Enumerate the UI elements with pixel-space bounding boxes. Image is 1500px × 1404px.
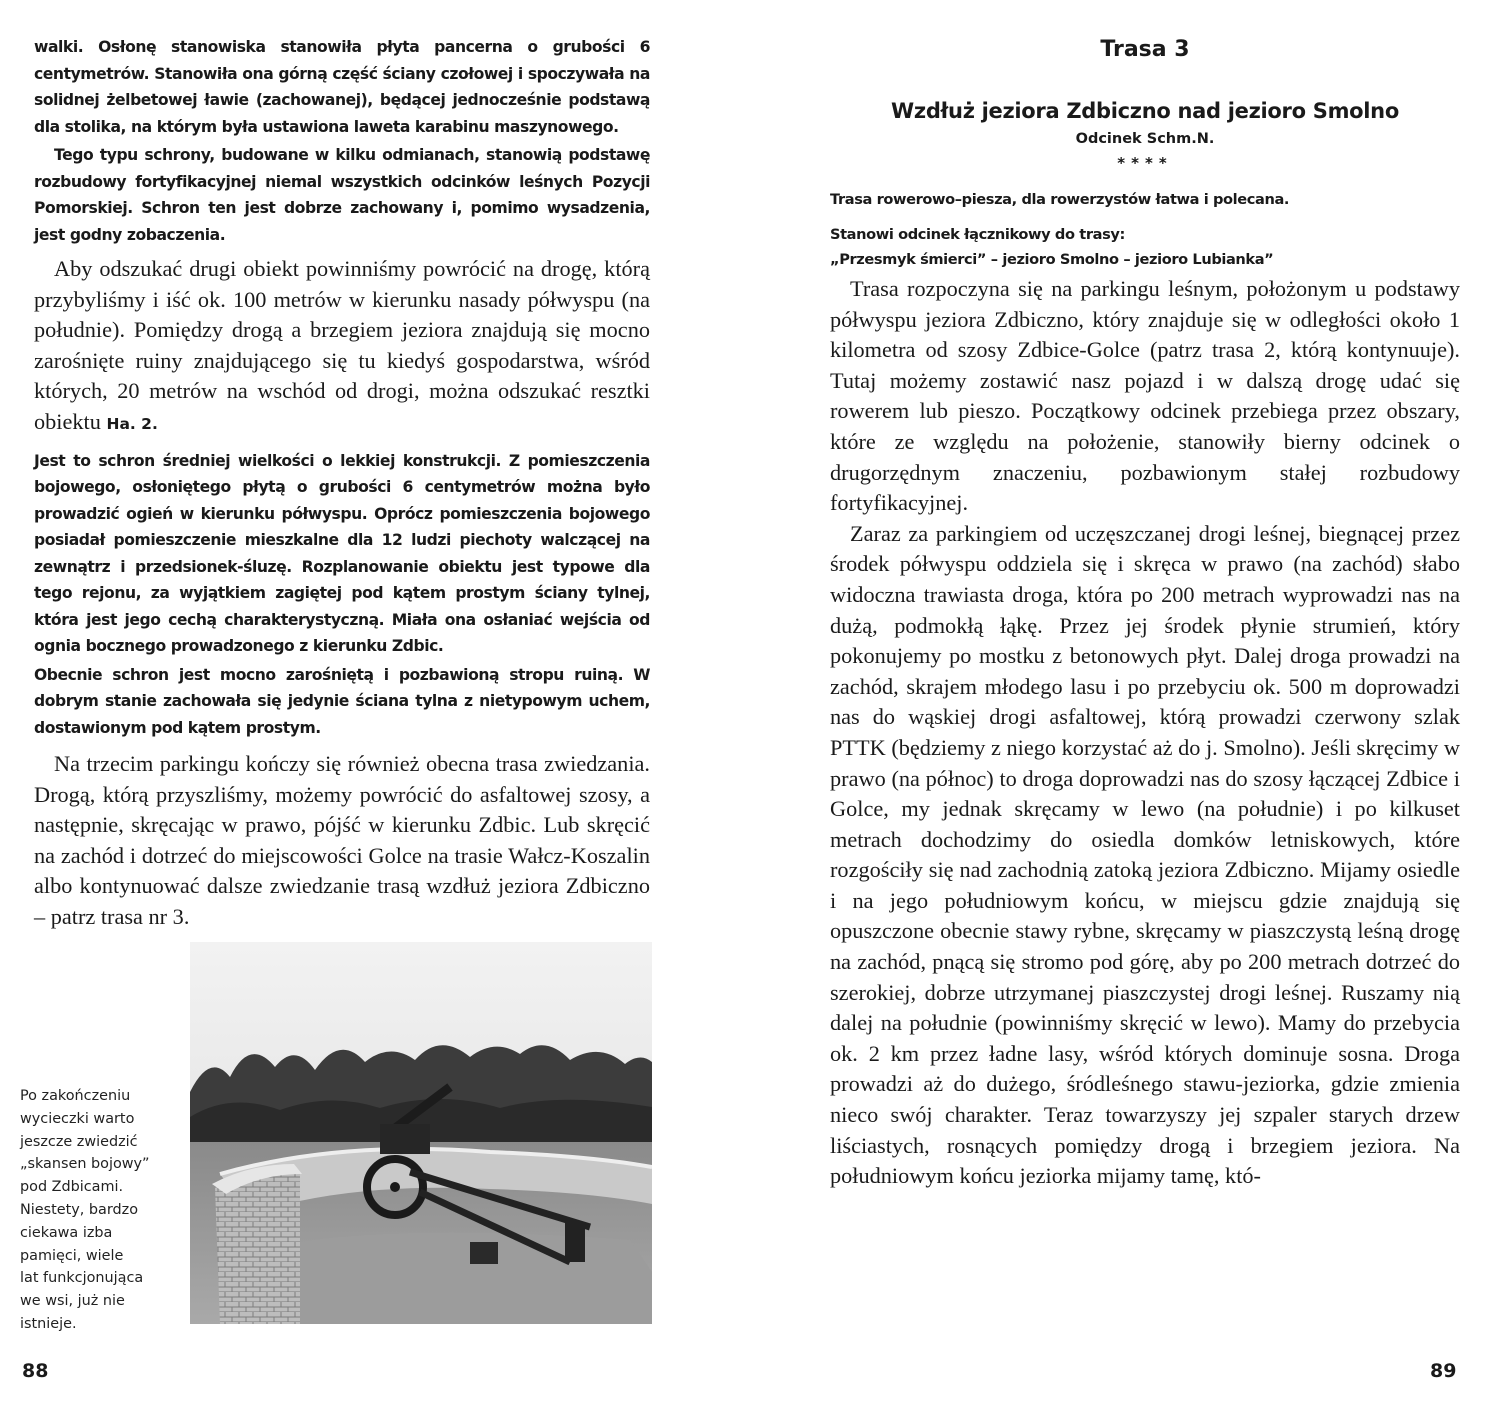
photo-caption <box>20 1085 180 1336</box>
caption-line: Niestety, bardzo <box>20 1201 139 1218</box>
caption-line: lat funkcjonująca <box>20 1270 144 1287</box>
page-number-left: 88 <box>22 1360 49 1382</box>
caption-line: pod Zdbicami. <box>20 1179 124 1196</box>
paragraph-bunker-armor: walki. Osłonę stanowiska stanowiła płyta pancerna o grubości 6 centymetrów. Stanowiła ona górną część ściany czołowej i spoczywała na solidnej żelbetowej ławie (zachowanej), będącej jednocześnie podstawą dla stolika, na którym była ustawiona laweta karabinu maszynowego. <box>34 38 650 136</box>
route-connection-line: Stanowi odcinek łącznikowy do trasy: <box>830 226 1125 243</box>
route-description: Trasa rowerowo–piesza, dla rowerzystów łatwa i polecana. <box>830 191 1290 208</box>
paragraph-second-object-text: Aby odszukać drugi obiekt powinniśmy powrócić na drogę, którą przybyliśmy i iść ok. 100 metrów w kierunku nasady półwyspu (na południe). Pomiędzy drogą a brzegiem jeziora znajdują się mocno zarośnięte ruiny znajdującego się tu kiedyś gospodarstwa, wśród których, 20 metrów na wschód od drogi, można odszukać resztki obiektu <box>34 256 650 434</box>
caption-line: „skansen bojowy” <box>20 1156 150 1173</box>
route-rating-stars: **** <box>1117 154 1173 172</box>
artillery-photo <box>190 942 652 1324</box>
route-section: Odcinek Schm.N. <box>1075 131 1215 147</box>
route-title: Wzdłuż jeziora Zdbiczno nad jezioro Smolno <box>891 99 1399 123</box>
route-connection <box>830 222 1460 272</box>
paragraph-bunker-description: Jest to schron średniej wielkości o lekkiej konstrukcji. Z pomieszczenia bojowego, osłoniętego płytą o grubości 6 centymetrów można było prowadzić ogień w kierunku półwyspu. Oprócz pomieszczenia bojowego posiadał pomieszczenie mieszkalne dla 12 ludzi piechoty walczącej na zewnątrz i przedsionek-śluzę. Rozplanowanie obiektu jest typowe dla tego rejonu, za wyjątkiem zagiętej pod kątem prostym ściany tylnej, która jest jego cechą charakterystyczną. Miała ona osłaniać wejścia od ognia bocznego prowadzonego z kierunku Zdbic. <box>34 451 650 656</box>
page-number-right: 89 <box>1430 1360 1457 1382</box>
paragraph-bunker-state: Obecnie schron jest mocno zarośniętą i pozbawioną stropu ruiną. W dobrym stanie zachowała się jedynie ściana tylna z nietypowym uchem, dostawionym pod kątem prostym. <box>34 665 650 737</box>
caption-line: wycieczki warto <box>20 1110 135 1127</box>
right-page <box>750 0 1500 1404</box>
object-reference: Ha. 2. <box>106 414 158 433</box>
caption-line: istnieje. <box>20 1315 77 1332</box>
caption-line: pamięci, wiele <box>20 1247 124 1264</box>
paragraph-second-object <box>34 254 650 440</box>
route-connection-line: „Przesmyk śmierci” – jezioro Smolno – jezioro Lubianka” <box>830 251 1274 268</box>
left-text-column <box>34 34 650 933</box>
paragraph-route-start: Trasa rozpoczyna się na parkingu leśnym, położonym u podstawy półwyspu jeziora Zdbiczno, który znajduje się w odległości około 1 kilometra od szosy Zdbice-Golce (patrz trasa 2, którą kontynuuje). Tutaj możemy zostawić nasz pojazd i w dalszą drogę udać się rowerem lub pieszo. Początkowy odcinek przebiega przez obszary, które ze względu na położenie, stanowiły bierny odcinek o drugorzędnym znaczeniu, pozbawionym stałej rozbudowy fortyfikacyjnej. <box>830 276 1460 516</box>
right-text-column <box>830 34 1460 1192</box>
caption-line: jeszcze zwiedzić <box>20 1133 138 1150</box>
paragraph-bunker-types: Tego typu schrony, budowane w kilku odmianach, stanowią podstawę rozbudowy fortyfikacyjnej niemal wszystkich odcinków leśnych Pozycji Pomorskiej. Schron ten jest dobrze zachowany i, pomimo wysadzenia, jest godny zobaczenia. <box>34 146 650 244</box>
route-heading: Trasa 3 <box>1100 37 1190 62</box>
paragraph-route-path: Zaraz za parkingiem od uczęszczanej drogi leśnej, biegnącej przez środek półwyspu oddziela się i skręca w prawo (na zachód) słabo widoczna trawiasta droga, która po 200 metrach wyprowadzi nas na dużą, podmokłą łąkę. Przez jej środek płynie strumień, który pokonujemy po mostku z betonowych płyt. Dalej droga prowadzi na zachód, skrajem młodego lasu i po przebyciu ok. 500 m doprowadzi nas do wąskiej drogi asfaltowej, którą prowadzi czerwony szlak PTTK (będziemy z niego korzystać aż do j. Smolno). Jeśli skręcimy w prawo (na północ) to droga doprowadzi nas do szosy łączącej Zdbice i Golce, my jednak skręcamy w lewo (na południe) i po kilkuset metrach dochodzimy do osiedla domków letniskowych, które rozgościły się nad zachodnią zatoką jeziora Zdbiczno. Mijamy osiedle i na jego południowym końcu, w miejscu gdzie znajdują się opuszczone obecnie stawy rybne, skręcamy w piaszczystą leśną drogę na zachód, pnącą się stromo pod górę, aby po 200 metrach dotrzeć do szerokiej, dobrze utrzymanej piaszczystej drogi leśnej. Ruszamy nią dalej na południe (powinniśmy skręcić w lewo). Mamy do przebycia ok. 2 km przez ładne lasy, wśród których dominuje sosna. Droga prowadzi aż do dużego, śródleśnego stawu-jeziorka, gdzie zmienia nieco swój charakter. Teraz towarzyszy jej szpaler starych drzew liściastych, rosnących pomiędzy drogą i brzegiem jeziora. Na południowym końcu jeziorka mijamy tamę, któ- <box>830 520 1460 1189</box>
paragraph-route-end: Na trzecim parkingu kończy się również obecna trasa zwiedzania. Drogą, którą przyszliśmy, możemy powrócić do asfaltowej szosy, a następnie, skręcając w prawo, pójść w kierunku Zdbic. Lub skręcić na zachód i dotrzeć do miejscowości Golce na trasie Wałcz-Koszalin albo kontynuować dalsze zwiedzanie trasą wzdłuż jeziora Zdbiczno – patrz trasa nr 3. <box>34 751 650 930</box>
caption-line: Po zakończeniu <box>20 1088 131 1104</box>
caption-line: we wsi, już nie <box>20 1293 125 1310</box>
caption-line: ciekawa izba <box>20 1224 113 1241</box>
